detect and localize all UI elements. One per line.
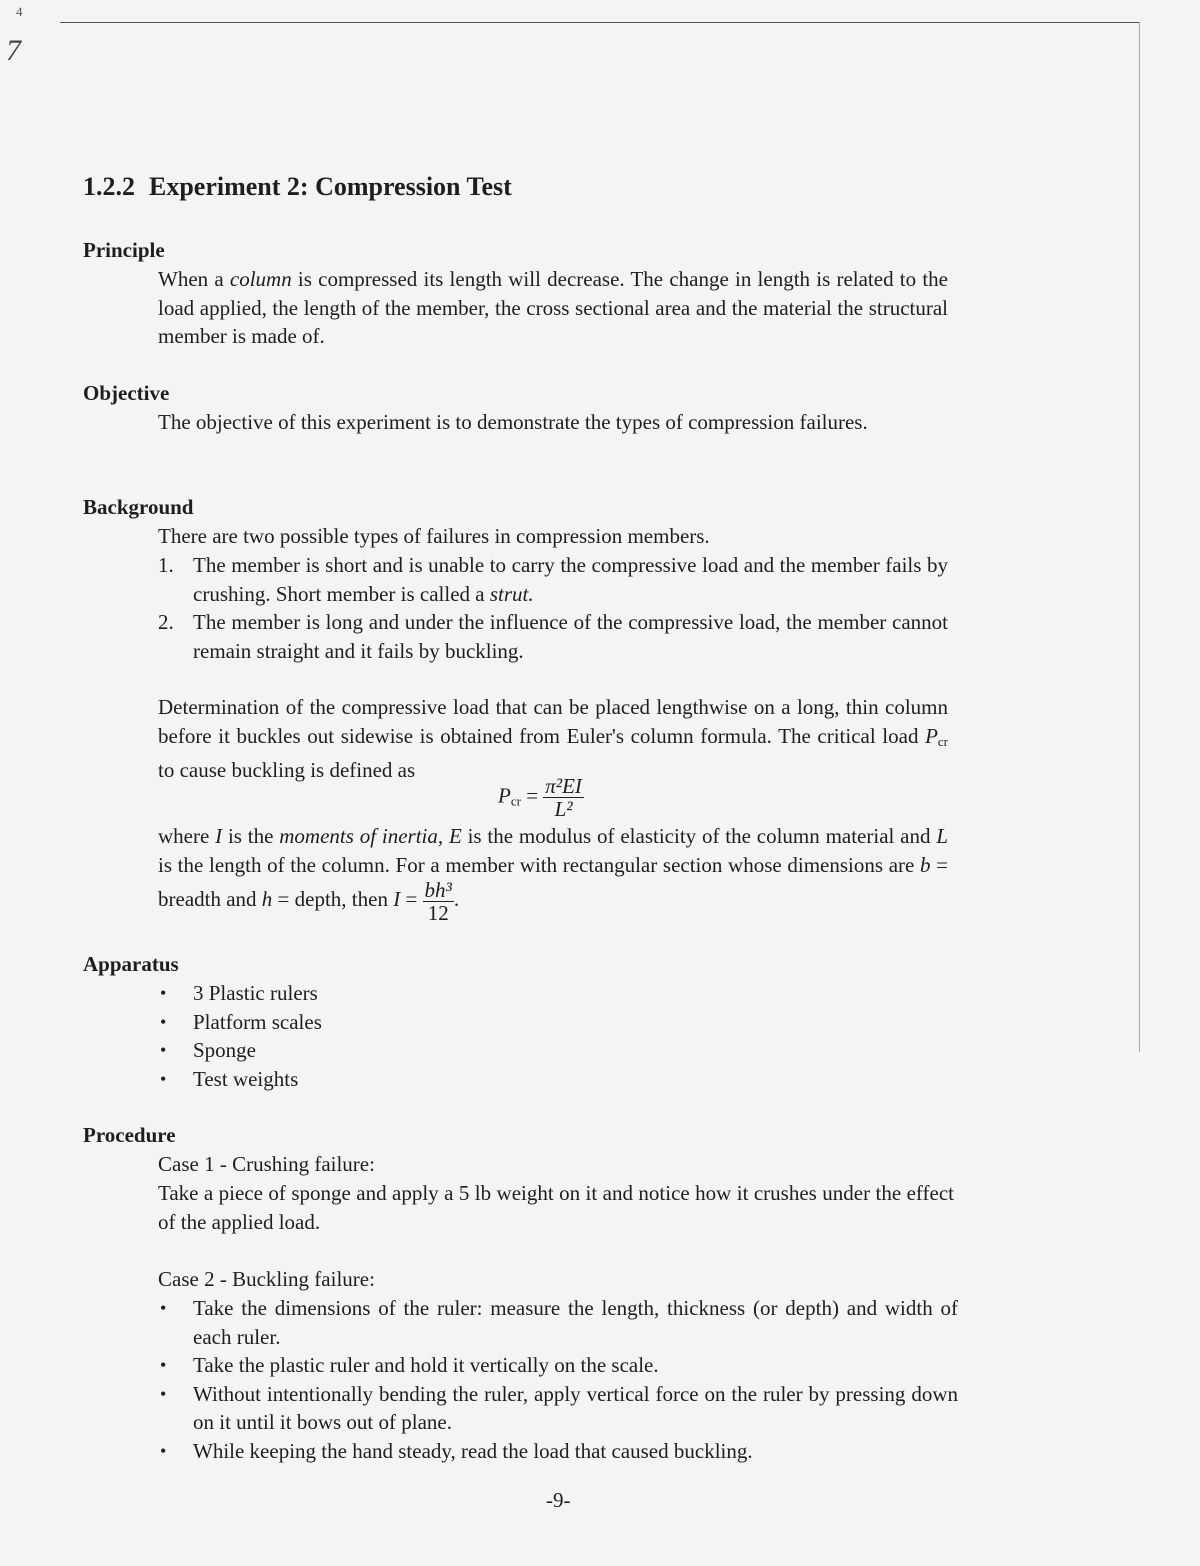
apparatus-heading: Apparatus bbox=[83, 952, 179, 976]
list-item: 2. The member is long and under the influence of the compressive load, the member cannot remain straight and it fails by buckling. bbox=[158, 610, 948, 663]
case1-text: Take a piece of sponge and apply a 5 lb weight on it and notice how it crushes under the effect of the applied load. bbox=[158, 1181, 954, 1234]
handwritten-mark: 7 bbox=[6, 34, 21, 67]
list-item: • While keeping the hand steady, read the load that caused buckling. bbox=[160, 1438, 753, 1463]
background-intro: There are two possible types of failures in compression members. bbox=[158, 524, 710, 548]
list-item: 1. The member is short and is unable to carry the compressive load and the member fails by crushing. Short member is called a strut. bbox=[158, 553, 948, 606]
corner-top-mark: 4 bbox=[16, 4, 23, 19]
section-number: 1.2.2 bbox=[83, 172, 135, 201]
euler-formula: $P_{cr}$ = $\frac{\text{π²EI}}{\text{L²}}$ bbox=[498, 774, 582, 821]
case2-title: Case 2 - Buckling failure: bbox=[158, 1267, 375, 1291]
list-item: • Take the plastic ruler and hold it vertically on the scale. bbox=[160, 1353, 659, 1377]
procedure-heading: Procedure bbox=[83, 1123, 176, 1147]
where-paragraph: where I is the moments of inertia, E is the modulus of elasticity of the column material and L is the length of the column. For a member with rectangular section whose dimensions are b = breadth and h = depth, then I = $\frac{\text{bh³}}{12}$ . bbox=[158, 824, 949, 925]
principle-heading: Principle bbox=[83, 238, 165, 262]
right-edge-rule bbox=[1139, 22, 1140, 1052]
list-item: • Take the dimensions of the ruler: measure the length, thickness (or depth) and width of each ruler. bbox=[160, 1296, 958, 1349]
page-number: -9- bbox=[546, 1488, 571, 1512]
apparatus-list bbox=[158, 979, 958, 1093]
euler-paragraph: Determination of the compressive load that can be placed lengthwise on a long, thin column before it buckles out sidewise is obtained from Euler's column formula. The critical load $P_{cr}$ to cause buckling is defined as bbox=[158, 695, 948, 782]
failure-types-list bbox=[158, 551, 948, 665]
list-item: • 3 Plastic rulers bbox=[160, 981, 318, 1005]
top-rule bbox=[60, 22, 1140, 23]
objective-text: The objective of this experiment is to demonstrate the types of compression failures. bbox=[158, 410, 868, 434]
case1-title: Case 1 - Crushing failure: bbox=[158, 1152, 375, 1176]
inertia-fraction: $\frac{\text{bh³}}{12}$ bbox=[424, 878, 452, 925]
section-title bbox=[83, 172, 512, 202]
section-title-text: Experiment 2: Compression Test bbox=[149, 172, 512, 201]
list-item: • Without intentionally bending the ruler, apply vertical force on the ruler by pressing down on it until it bows out of plane. bbox=[160, 1381, 958, 1434]
list-item: • Platform scales bbox=[160, 1009, 322, 1034]
formula-fraction: $\frac{\text{π²EI}}{\text{L²}}$ bbox=[545, 774, 582, 821]
objective-heading: Objective bbox=[83, 381, 170, 405]
list-item: • Test weights bbox=[160, 1066, 299, 1091]
background-heading: Background bbox=[83, 495, 194, 519]
list-item: • Sponge bbox=[160, 1038, 256, 1062]
case2-steps-list bbox=[158, 1294, 958, 1465]
principle-text: When a column is compressed its length will decrease. The change in length is related to the load applied, the length of the member, the cross sectional area and the material the structural member is made of. bbox=[158, 267, 948, 348]
